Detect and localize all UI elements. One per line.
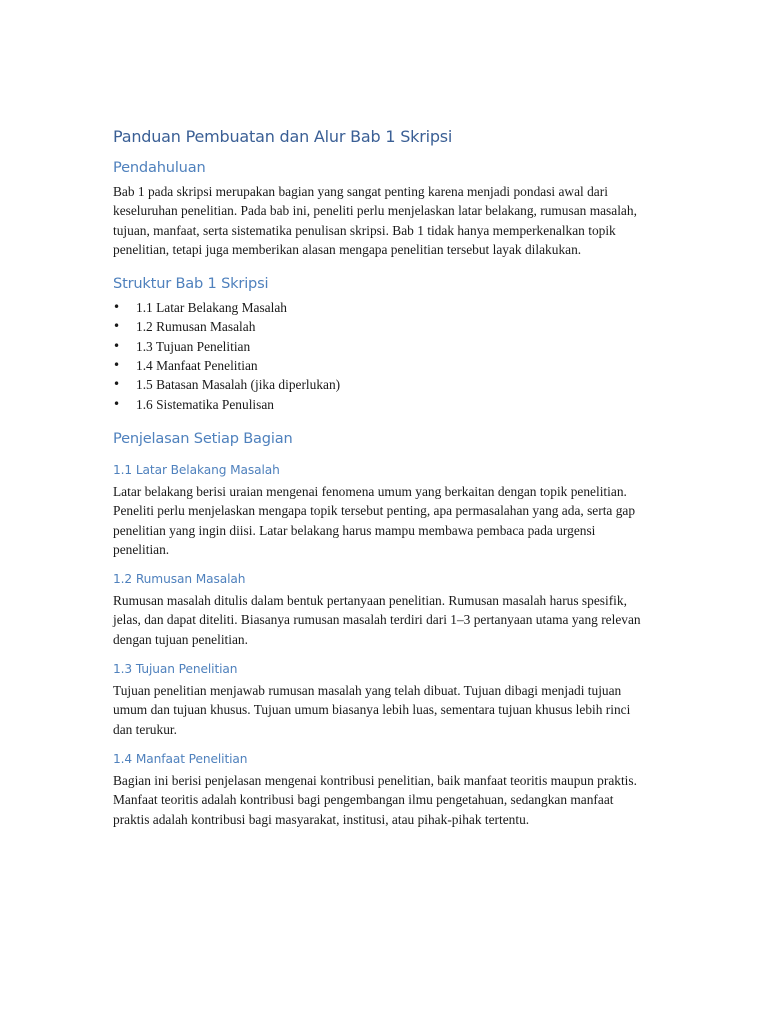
structure-heading: Struktur Bab 1 Skripsi <box>113 275 269 293</box>
subsection-paragraph: Latar belakang berisi uraian mengenai fenomena umum yang berkaitan dengan topik penelitian. Peneliti perlu menjelaskan mengapa topik tersebut penting, apa permasalahan yang ada, serta gap penelitian yang ingin diisi. Latar belakang harus mampu membawa pembaca pada urgensi penelitian. <box>113 483 636 557</box>
structure-section <box>113 274 653 414</box>
bullet-icon: • <box>113 319 121 334</box>
intro-heading: Pendahuluan <box>113 159 206 176</box>
list-item-label: 1.5 Batasan Masalah (jika diperlukan) <box>136 377 341 393</box>
list-item-label: 1.1 Latar Belakang Masalah <box>136 300 287 316</box>
list-item <box>113 298 653 317</box>
list-item-label: 1.4 Manfaat Penelitian <box>136 358 258 374</box>
bullet-icon: • <box>113 338 121 353</box>
subsection-problem-formulation <box>113 571 653 649</box>
structure-list <box>113 298 653 414</box>
subsection-paragraph: Rumusan masalah ditulis dalam bentuk pertanyaan penelitian. Rumusan masalah harus spesifik, jelas, dan dapat diteliti. Biasanya rumusan masalah terdiri dari 1–3 pertanyaan utama yang relevan dengan tujuan penelitian. <box>113 593 641 647</box>
subsection-background <box>113 462 653 559</box>
subsection-research-objectives <box>113 661 653 739</box>
intro-paragraph: Bab 1 pada skripsi merupakan bagian yang sangat penting karena menjadi pondasi awal dari keseluruhan penelitian. Pada bab ini, peneliti perlu menjelaskan latar belakang, rumusan masalah, tujuan, manfaat, serta sistematika penulisan skripsi. Bab 1 tidak hanya memperkenalkan topik penelitian, tetapi juga memberikan alasan mengapa penelitian tersebut layak dilakukan. <box>113 184 637 257</box>
list-item-label: 1.2 Rumusan Masalah <box>136 319 256 335</box>
list-item <box>113 375 653 394</box>
list-item <box>113 395 653 414</box>
bullet-icon: • <box>113 377 121 392</box>
intro-section <box>113 158 653 259</box>
subsection-heading: 1.1 Latar Belakang Masalah <box>113 462 280 477</box>
subsection-paragraph: Bagian ini berisi penjelasan mengenai kontribusi penelitian, baik manfaat teoritis maupun praktis. Manfaat teoritis adalah kontribusi bagi pengembangan ilmu pengetahuan, sedangkan manfaat praktis adalah kontribusi bagi masyarakat, institusi, atau pihak-pihak tertentu. <box>113 772 637 827</box>
document-title: Panduan Pembuatan dan Alur Bab 1 Skripsi <box>113 127 453 146</box>
bullet-icon: • <box>113 358 121 373</box>
explanation-section <box>113 429 653 829</box>
bullet-icon: • <box>113 396 121 411</box>
subsection-heading: 1.3 Tujuan Penelitian <box>113 662 238 677</box>
list-item <box>113 356 653 375</box>
subsection-paragraph: Tujuan penelitian menjawab rumusan masalah yang telah dibuat. Tujuan dibagi menjadi tujuan umum dan tujuan khusus. Tujuan umum biasanya lebih luas, sementara tujuan khusus lebih rinci dan terukur. <box>113 683 631 737</box>
subsection-heading: 1.2 Rumusan Masalah <box>113 572 246 587</box>
list-item <box>113 337 653 356</box>
explanation-heading: Penjelasan Setiap Bagian <box>113 429 293 447</box>
list-item-label: 1.3 Tujuan Penelitian <box>136 338 251 354</box>
subsection-heading: 1.4 Manfaat Penelitian <box>113 751 248 766</box>
list-item <box>113 317 653 336</box>
document-page <box>113 112 653 841</box>
list-item-label: 1.6 Sistematika Penulisan <box>136 396 274 412</box>
subsection-research-benefits <box>113 751 653 829</box>
bullet-icon: • <box>113 300 121 315</box>
